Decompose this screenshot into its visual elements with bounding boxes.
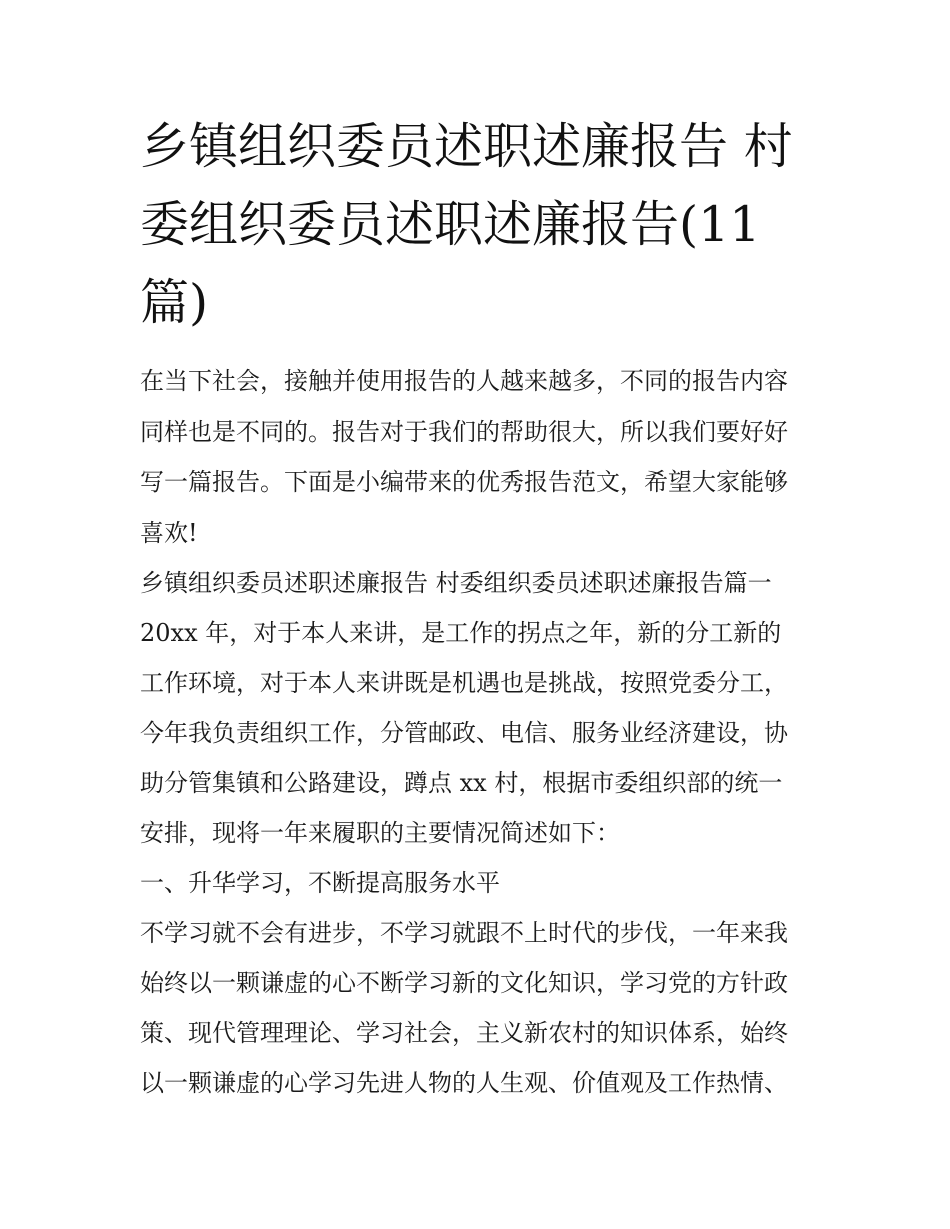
body-line: 20xx 年，对于本人来讲，是工作的拐点之年，新的分工新的 — [140, 619, 782, 647]
body-line: 助分管集镇和公路建设，蹲点 xx 村，根据市委组织部的统一 — [140, 769, 783, 797]
intro-line: 在当下社会，接触并使用报告的人越来越多，不同的报告内容 — [140, 367, 788, 395]
intro-paragraph — [140, 356, 820, 558]
document-title — [140, 108, 820, 342]
body-line: 不学习就不会有进步，不学习就跟不上时代的步伐，一年来我 — [140, 919, 788, 947]
intro-line: 同样也是不同的。报告对于我们的帮助很大，所以我们要好好 — [140, 417, 788, 446]
report-body — [140, 558, 820, 1108]
title-line: 篇) — [140, 274, 209, 331]
body-line: 今年我负责组织工作，分管邮政、电信、服务业经济建设，协 — [140, 719, 788, 747]
intro-line: 喜欢! — [140, 518, 198, 547]
body-line: 始终以一颗谦虚的心不断学习新的文化知识，学习党的方针政 — [140, 969, 788, 997]
body-line: 策、现代管理理论、学习社会，主义新农村的知识体系，始终 — [140, 1019, 788, 1047]
intro-line: 写一篇报告。下面是小编带来的优秀报告范文，希望大家能够 — [140, 468, 788, 496]
subsection-heading: 一、升华学习，不断提高服务水平 — [140, 869, 500, 897]
title-line: 乡镇组织委员述职述廉报告 村 — [140, 118, 793, 175]
body-line: 以一颗谦虚的心学习先进人物的人生观、价值观及工作热情、 — [140, 1069, 788, 1097]
title-line: 委组织委员述职述廉报告(11 — [140, 196, 761, 253]
body-line: 工作环境，对于本人来讲既是机遇也是挑战，按照党委分工， — [140, 669, 788, 697]
body-line: 安排，现将一年来履职的主要情况简述如下： — [140, 819, 620, 847]
section-heading: 乡镇组织委员述职述廉报告 村委组织委员述职述廉报告篇一 — [140, 569, 772, 597]
